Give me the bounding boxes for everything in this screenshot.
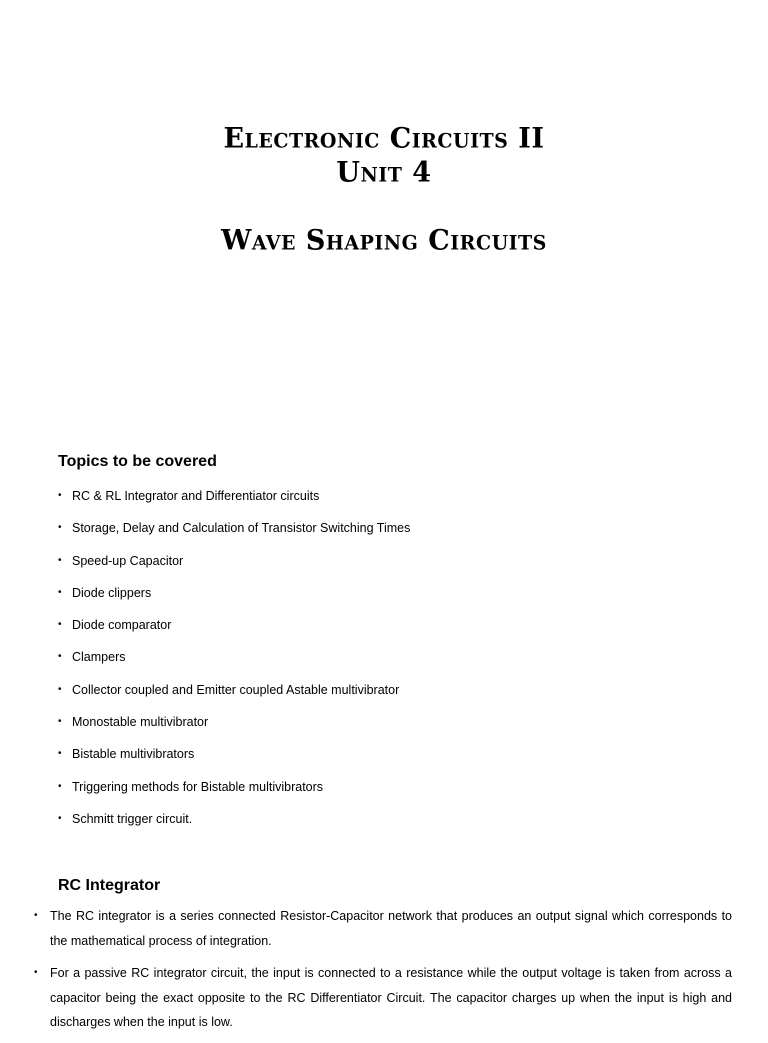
list-item [58, 778, 410, 810]
bullet-icon: • [58, 619, 62, 631]
paragraph-text: For a passive RC integrator circuit, the input is connected to a resistance while the output voltage is taken from across a capacitor being the exact opposite to the RC Differentiator Circuit. The capacitor charges up when the input is high and discharges when the input is low. [50, 966, 732, 1029]
list-item [58, 745, 410, 777]
list-item [34, 961, 732, 1035]
list-item [58, 681, 410, 713]
topic-text: Triggering methods for Bistable multivibrators [72, 779, 324, 794]
title-topic: Wave Shaping Circuits [221, 224, 547, 257]
bullet-icon: • [58, 748, 62, 760]
list-item [58, 487, 410, 519]
title-spacer [0, 190, 768, 224]
title-course: Electronic Circuits II [223, 122, 545, 155]
list-item [58, 584, 410, 616]
topics-heading: Topics to be covered [58, 453, 217, 470]
list-item [58, 519, 410, 551]
bullet-icon: • [58, 780, 62, 792]
rc-integrator-heading: RC Integrator [58, 877, 161, 894]
list-item [58, 616, 410, 648]
bullet-icon: • [58, 812, 62, 824]
bullet-icon: • [58, 586, 62, 598]
list-item [58, 713, 410, 745]
bullet-icon: • [34, 910, 38, 921]
list-item [34, 904, 732, 953]
bullet-icon: • [58, 716, 62, 728]
document-title [0, 122, 768, 258]
topic-text: Diode comparator [72, 618, 172, 633]
topic-text: Clampers [72, 650, 126, 665]
title-unit: Unit 4 [336, 156, 432, 189]
list-item [58, 552, 410, 584]
topic-text: Storage, Delay and Calculation of Transistor Switching Times [72, 521, 411, 536]
topic-list [58, 487, 410, 842]
topic-text: Collector coupled and Emitter coupled Astable multivibrator [72, 682, 400, 697]
topic-text: Schmitt trigger circuit. [72, 811, 193, 826]
bullet-icon: • [34, 967, 38, 978]
bullet-icon: • [58, 683, 62, 695]
topic-text: RC & RL Integrator and Differentiator circuits [72, 489, 320, 503]
bullet-icon: • [58, 651, 62, 663]
topic-text: Monostable multivibrator [72, 715, 209, 730]
list-item [58, 648, 410, 680]
bullet-icon: • [58, 490, 62, 501]
topic-text: Bistable multivibrators [72, 747, 195, 762]
topic-text: Speed-up Capacitor [72, 553, 184, 568]
rc-integrator-paragraphs [34, 904, 732, 1043]
paragraph-text: The RC integrator is a series connected Resistor-Capacitor network that produces an output signal which corresponds to the mathematical process of integration. [50, 909, 732, 948]
list-item [58, 810, 410, 842]
bullet-icon: • [58, 522, 62, 534]
topic-text: Diode clippers [72, 585, 152, 600]
bullet-icon: • [58, 554, 62, 566]
